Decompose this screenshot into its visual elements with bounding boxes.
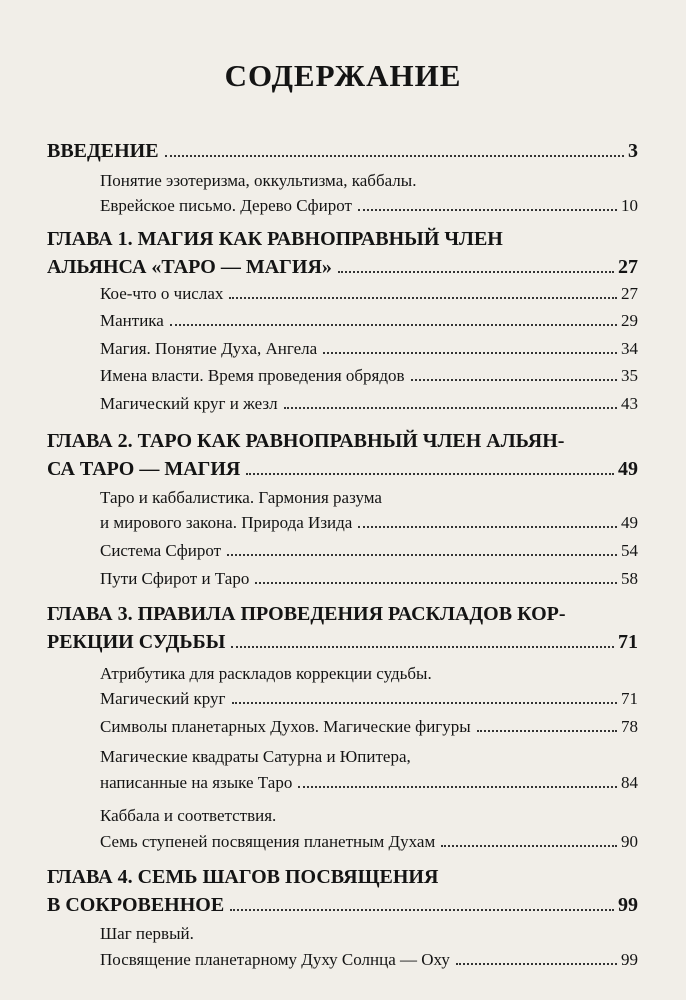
toc-subentry[interactable] [100,717,638,737]
chapter-heading-line: ГЛАВА 3. ПРАВИЛА ПРОВЕДЕНИЯ РАСКЛАДОВ КОР- [47,603,566,625]
leader-dots [323,352,617,354]
entry-label: В СОКРОВЕННОЕ [47,894,225,916]
toc-entry-chapter-3[interactable] [47,631,638,654]
leader-dots [477,730,617,732]
toc-entry-chapter-1[interactable] [47,256,638,279]
leader-dots [229,297,617,299]
leader-dots [441,845,617,847]
entry-label: СА ТАРО — МАГИЯ [47,458,241,480]
toc-subentry[interactable] [100,689,638,709]
entry-label: АЛЬЯНСА «ТАРО — МАГИЯ» [47,256,332,278]
toc-subentry-line: Магические квадраты Сатурна и Юпитера, [100,747,411,766]
page-number: 35 [621,366,638,385]
page-number: 58 [621,569,638,588]
toc-subentry[interactable] [100,569,638,589]
page-number: 27 [618,256,638,278]
toc-subentry[interactable] [100,311,638,331]
toc-subentry[interactable] [100,339,638,359]
page-number: 84 [621,773,638,792]
leader-dots [358,526,617,528]
entry-label: Семь ступеней посвящения планетным Духам [100,832,436,851]
page-number: 90 [621,832,638,851]
page-number: 43 [621,394,638,413]
entry-label: Посвящение планетарному Духу Солнца — Оху [100,950,450,969]
page-number: 71 [618,631,638,653]
entry-label: написанные на языке Таро [100,773,293,792]
chapter-heading-line: ГЛАВА 4. СЕМЬ ШАГОВ ПОСВЯЩЕНИЯ [47,866,439,888]
toc-entry-intro[interactable] [47,140,638,163]
page-number: 3 [628,140,638,162]
entry-label: ВВЕДЕНИЕ [47,140,159,162]
entry-label: Система Сфирот [100,541,222,560]
page-title: СОДЕРЖАНИЕ [224,58,462,93]
toc-subentry-line: Понятие эзотеризма, оккультизма, каббалы. [100,171,417,190]
leader-dots [165,155,624,157]
page-number: 34 [621,339,638,358]
entry-label: Кое-что о числах [100,284,224,303]
page-number: 49 [621,513,638,532]
page-number: 99 [618,894,638,916]
page-number: 54 [621,541,638,560]
toc-entry-chapter-4[interactable] [47,894,638,917]
toc-entry-chapter-2[interactable] [47,458,638,481]
entry-label: Символы планетарных Духов. Магические фигуры [100,717,471,736]
toc-subentry[interactable] [100,832,638,852]
leader-dots [284,407,617,409]
chapter-heading-line: ГЛАВА 2. ТАРО КАК РАВНОПРАВНЫЙ ЧЛЕН АЛЬЯН- [47,430,565,452]
page-number: 99 [621,950,638,969]
leader-dots [170,324,617,326]
page-number: 78 [621,717,638,736]
leader-dots [230,909,614,911]
leader-dots [227,554,617,556]
leader-dots [411,379,617,381]
leader-dots [255,582,617,584]
entry-label: Магический круг [100,689,226,708]
toc-subentry[interactable] [100,541,638,561]
page-number: 27 [621,284,638,303]
toc-subentry[interactable] [100,394,638,414]
leader-dots [231,646,614,648]
chapter-heading-line: ГЛАВА 1. МАГИЯ КАК РАВНОПРАВНЫЙ ЧЛЕН [47,228,503,250]
entry-label: Магия. Понятие Духа, Ангела [100,339,318,358]
toc-subentry[interactable] [100,773,638,793]
leader-dots [298,786,617,788]
page-number: 49 [618,458,638,480]
entry-label: Пути Сфирот и Таро [100,569,250,588]
toc-subentry-line: Атрибутика для раскладов коррекции судьбы. [100,664,432,683]
toc-subentry[interactable] [100,950,638,970]
leader-dots [358,209,617,211]
toc-subentry[interactable] [100,366,638,386]
leader-dots [232,702,617,704]
page-number: 29 [621,311,638,330]
entry-label: Мантика [100,311,164,330]
entry-label: и мирового закона. Природа Изида [100,513,353,532]
toc-subentry[interactable] [100,196,638,216]
leader-dots [338,271,614,273]
entry-label: РЕКЦИИ СУДЬБЫ [47,631,226,653]
toc-subentry[interactable] [100,284,638,304]
entry-label: Еврейское письмо. Дерево Сфирот [100,196,352,215]
page-number: 71 [621,689,638,708]
leader-dots [456,963,617,965]
toc-subentry[interactable] [100,513,638,533]
toc-subentry-line: Каббала и соответствия. [100,806,277,825]
toc-subentry-line: Шаг первый. [100,924,194,943]
page-number: 10 [621,196,638,215]
leader-dots [246,473,614,475]
entry-label: Магический круг и жезл [100,394,278,413]
entry-label: Имена власти. Время проведения обрядов [100,366,405,385]
toc-subentry-line: Таро и каббалистика. Гармония разума [100,488,382,507]
